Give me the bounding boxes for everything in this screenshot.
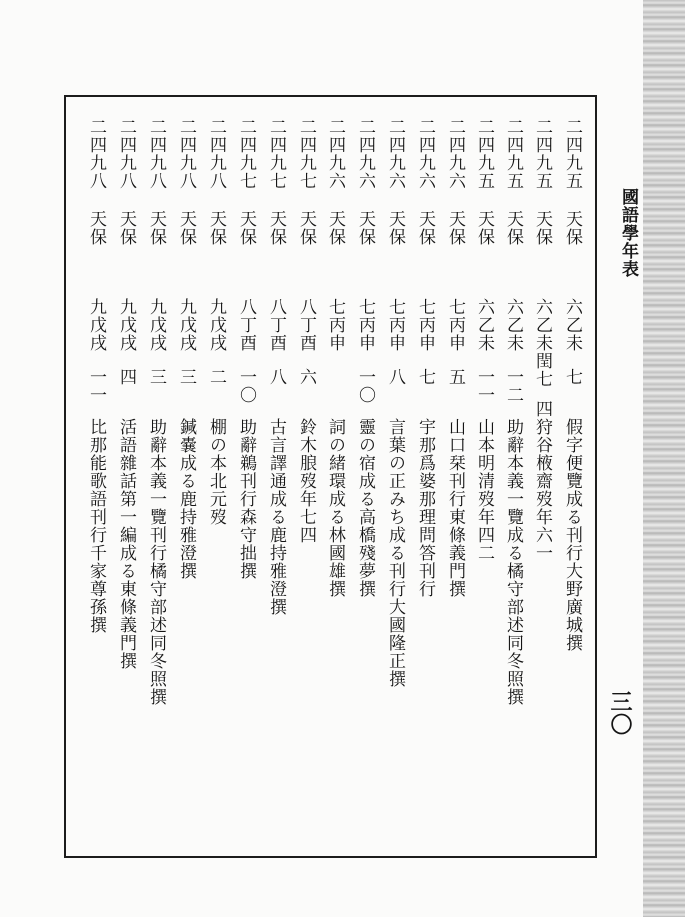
row-year: 二四九五 <box>562 118 582 190</box>
row-month: 二 <box>206 368 226 386</box>
row-date: 七丙申 <box>385 298 405 352</box>
row-date: 六乙未 <box>503 298 523 352</box>
row-era: 天保 <box>116 210 136 246</box>
row-month: 八 <box>385 368 405 386</box>
row-note: 言葉の正みち成る刊行大國隆正撰 <box>385 418 405 688</box>
row-era: 天保 <box>415 210 435 246</box>
row-era: 天保 <box>385 210 405 246</box>
row-date: 八丁酉 <box>236 298 256 352</box>
row-month: 一〇 <box>236 368 256 404</box>
row-date: 九戊戌 <box>86 298 106 352</box>
row-year: 二四九五 <box>532 118 552 190</box>
row-year: 二四九六 <box>325 118 345 190</box>
row-month: 三 <box>176 368 196 386</box>
row-year: 二四九八 <box>206 118 226 190</box>
row-year: 二四九六 <box>415 118 435 190</box>
row-date: 七丙申 <box>355 298 375 352</box>
book-spine-shadow <box>643 0 685 917</box>
row-date: 六乙未閏七 <box>532 298 552 388</box>
row-note: 假字便覽成る刊行大野廣城撰 <box>562 418 582 652</box>
row-year: 二四九七 <box>236 118 256 190</box>
row-era: 天保 <box>532 210 552 246</box>
row-date: 九戊戌 <box>116 298 136 352</box>
row-month: 四 <box>532 400 552 418</box>
row-year: 二四九七 <box>266 118 286 190</box>
row-note: 山本明清歿年四二 <box>474 418 494 562</box>
row-era: 天保 <box>445 210 465 246</box>
row-year: 二四九八 <box>116 118 136 190</box>
row-note: 詞の緒環成る林國雄撰 <box>325 418 345 598</box>
row-note: 助辭鵜刊行森守拙撰 <box>236 418 256 580</box>
row-era: 天保 <box>503 210 523 246</box>
row-note: 助辭本義一覽刊行橘守部述同冬照撰 <box>146 418 166 706</box>
row-note: 比那能歌語刊行千家尊孫撰 <box>86 418 106 634</box>
row-month: 七 <box>415 368 435 386</box>
row-month: 一〇 <box>355 368 375 404</box>
row-date: 八丁酉 <box>266 298 286 352</box>
row-note: 活語雜話第一編成る東條義門撰 <box>116 418 136 670</box>
row-month: 三 <box>146 368 166 386</box>
row-month: 五 <box>445 368 465 386</box>
row-date: 七丙申 <box>325 298 345 352</box>
row-era: 天保 <box>206 210 226 246</box>
row-note: 鈴木朖歿年七四 <box>296 418 316 544</box>
row-year: 二四九六 <box>385 118 405 190</box>
row-era: 天保 <box>266 210 286 246</box>
row-note: 狩谷棭齋歿年六一 <box>532 418 552 562</box>
row-year: 二四九五 <box>503 118 523 190</box>
row-date: 九戊戌 <box>146 298 166 352</box>
row-year: 二四九八 <box>146 118 166 190</box>
row-year: 二四九七 <box>296 118 316 190</box>
row-year: 二四九五 <box>474 118 494 190</box>
row-month: 四 <box>116 368 136 386</box>
row-note: 山口栞刊行東條義門撰 <box>445 418 465 598</box>
row-year: 二四九八 <box>176 118 196 190</box>
row-month: 一二 <box>503 368 523 404</box>
row-year: 二四九六 <box>355 118 375 190</box>
row-era: 天保 <box>86 210 106 246</box>
row-month: 一一 <box>474 368 494 404</box>
row-era: 天保 <box>296 210 316 246</box>
row-era: 天保 <box>176 210 196 246</box>
row-era: 天保 <box>325 210 345 246</box>
row-note: 鍼嚢成る鹿持雅澄撰 <box>176 418 196 580</box>
row-note: 棚の本北元歿 <box>206 418 226 526</box>
row-era: 天保 <box>355 210 375 246</box>
row-era: 天保 <box>562 210 582 246</box>
row-era: 天保 <box>236 210 256 246</box>
row-year: 二四九八 <box>86 118 106 190</box>
row-date: 六乙未 <box>562 298 582 352</box>
row-era: 天保 <box>474 210 494 246</box>
row-date: 七丙申 <box>445 298 465 352</box>
row-month: 一一 <box>86 368 106 404</box>
running-header: 國語學年表 <box>618 188 638 278</box>
row-date: 六乙未 <box>474 298 494 352</box>
row-month: 六 <box>296 368 316 386</box>
row-note: 助辭本義一覽成る橘守部述同冬照撰 <box>503 418 523 706</box>
row-note: 靈の宿成る高橋殘夢撰 <box>355 418 375 598</box>
row-month: 八 <box>266 368 286 386</box>
row-date: 七丙申 <box>415 298 435 352</box>
row-era: 天保 <box>146 210 166 246</box>
page-number: 三〇 <box>607 690 633 736</box>
row-date: 九戊戌 <box>176 298 196 352</box>
row-note: 古言譯通成る鹿持雅澄撰 <box>266 418 286 616</box>
row-month: 七 <box>562 368 582 386</box>
row-date: 九戊戌 <box>206 298 226 352</box>
row-note: 宇那爲婆那理問答刊行 <box>415 418 435 598</box>
row-year: 二四九六 <box>445 118 465 190</box>
row-date: 八丁酉 <box>296 298 316 352</box>
